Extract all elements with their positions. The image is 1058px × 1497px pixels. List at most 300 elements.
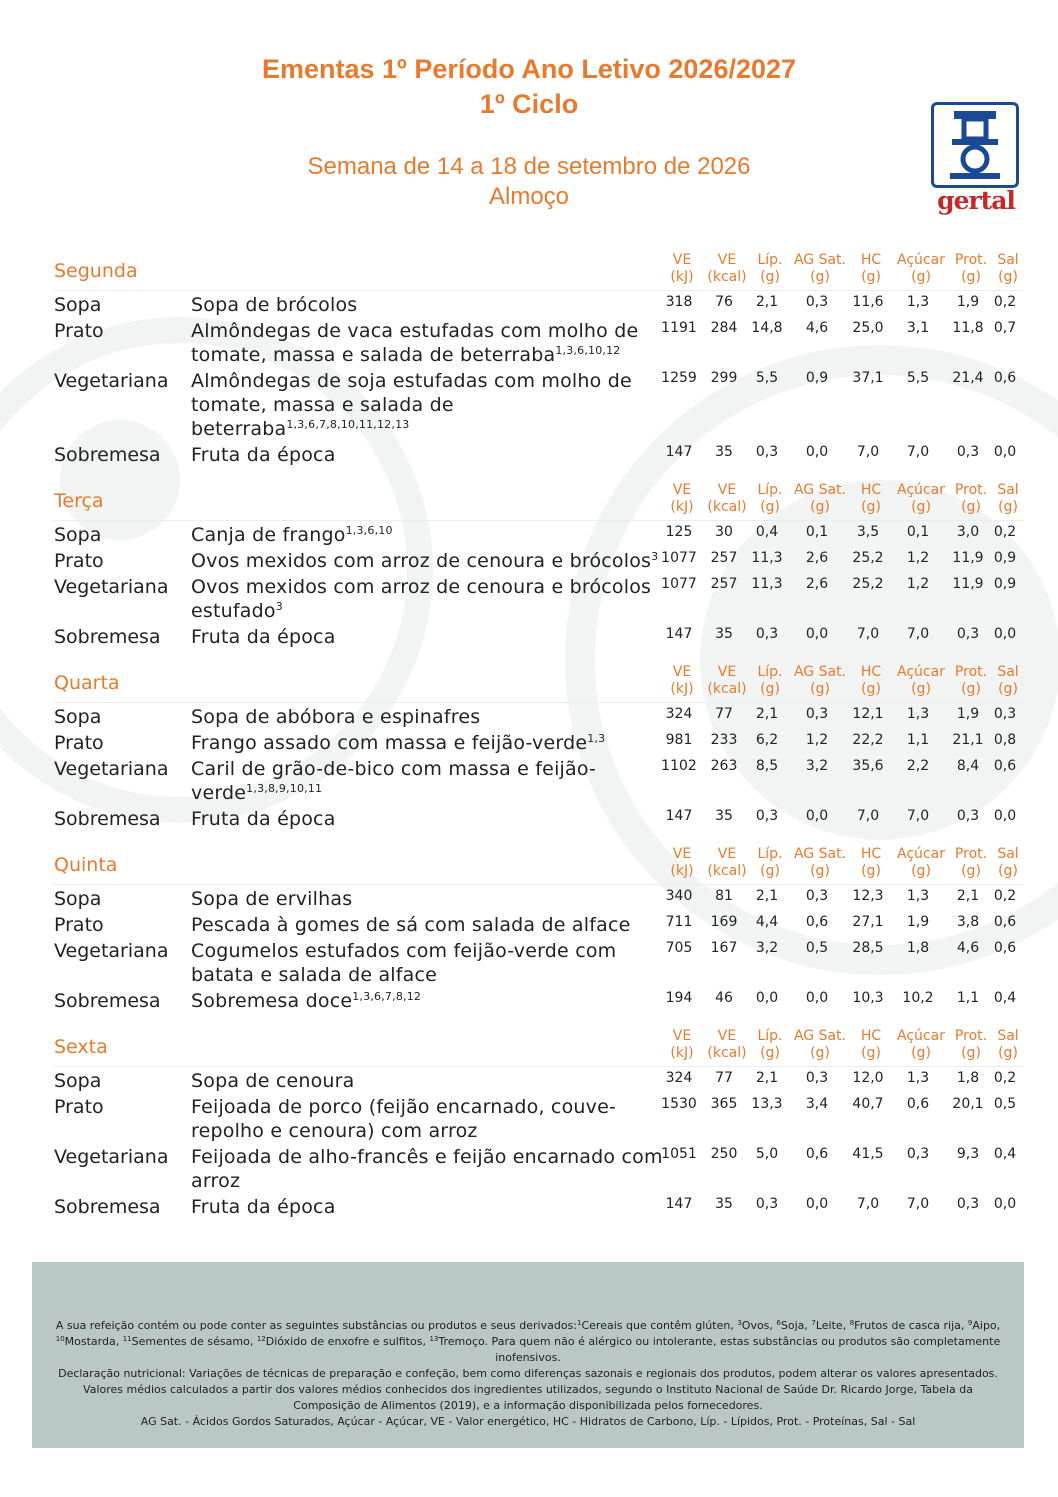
allergen-number: 11 [122,1335,132,1343]
nutrition-value: 22,2 [852,732,884,748]
column-header-unit: (g) [861,499,881,515]
nutrition-value: 263 [710,758,738,774]
nutrition-column-headers [666,846,1024,884]
column-header-unit: (g) [810,863,830,879]
column-header-unit: (g) [861,681,881,697]
nutrition-values [663,755,1021,805]
column-header-name: Líp. [757,252,783,268]
column-header-name: VE [717,482,737,498]
dish-name: Canja de frango [191,524,346,546]
dish-name: Sopa de ervilhas [191,888,353,910]
nutrition-value: 1,8 [956,1070,980,1086]
column-header-unit: (g) [961,269,981,285]
nutrition-value: 40,7 [852,1096,884,1112]
column-header [750,252,790,286]
column-header [750,482,790,516]
column-header [851,664,891,698]
dish-name: Sobremesa doce [191,990,353,1012]
column-header [790,846,850,880]
column-header-unit: (g) [961,863,981,879]
nutrition-note: Declaração nutricional: Variações de técnicas de preparação e confeção, bem como diferenças sazonais e regionais dos produtos, podem alterar os valores apresentados. Valores médios calculados a partir dos valores médios conhecidos dos ingredientes utilizados, segundo o Instituto Nacional de Saúde Dr. Ricardo Jorge, Tabela da Composição de Alimentos (2019), e a informação disponibilizada pelos fornecedores. [58,1367,998,1412]
column-header [891,846,951,880]
day-header [54,662,1024,703]
nutrition-value: 76 [715,294,733,310]
allergen-name: Mostarda, [64,1335,123,1348]
nutrition-value: 3,0 [956,524,980,540]
dish-description [191,1143,663,1193]
column-header [851,482,891,516]
nutrition-value: 1,9 [956,294,980,310]
nutrition-value: 299 [710,370,738,386]
nutrition-value: 27,1 [852,914,884,930]
nutrition-value: 1077 [661,576,697,592]
nutrition-value: 12,3 [852,888,884,904]
dish-name: Sopa de abóbora e espinafres [191,706,481,728]
dish-description [191,521,663,547]
day-header [54,480,1024,521]
nutrition-value: 2,6 [805,576,829,592]
day-section [54,250,1024,467]
nutrition-value: 0,0 [805,808,829,824]
nutrition-values [663,987,1021,1013]
day-header [54,1026,1024,1067]
dish-name: Ovos mexidos com arroz de cenoura e brócolos [191,550,652,572]
column-header-name: VE [672,846,692,862]
nutrition-value: 147 [665,1196,693,1212]
column-header [949,846,993,880]
allergen-codes: 1,3,6,10 [345,524,393,537]
dish-description [191,1093,663,1143]
nutrition-value: 11,3 [751,576,783,592]
nutrition-value: 147 [665,444,693,460]
nutrition-value: 0,6 [805,914,829,930]
nutrition-value: 11,6 [852,294,884,310]
nutrition-value: 81 [715,888,733,904]
nutrition-value: 0,2 [993,1070,1017,1086]
nutrition-values [663,521,1021,547]
dish-name: Sopa de cenoura [191,1070,355,1092]
allergen-codes: 1,3,8,9,10,11 [246,782,323,795]
column-header-unit: (g) [911,863,931,879]
nutrition-values [663,367,1021,441]
column-header-unit: (g) [911,499,931,515]
nutrition-value: 5,5 [906,370,930,386]
nutrition-value: 1102 [661,758,697,774]
column-header-name: Sal [997,664,1019,680]
nutrition-value: 11,9 [952,550,984,566]
nutrition-value: 11,9 [952,576,984,592]
nutrition-value: 35,6 [852,758,884,774]
column-header-name: VE [717,1028,737,1044]
column-header-unit: (g) [810,269,830,285]
nutrition-value: 10,3 [852,990,884,1006]
allergen-name: Aipo, [972,1319,1001,1332]
column-header-name: Líp. [757,482,783,498]
nutrition-value: 0,3 [956,1196,980,1212]
column-header [949,252,993,286]
nutrition-value: 7,0 [856,1196,880,1212]
dish-description [191,573,663,623]
dish-name: Fruta da época [191,444,336,466]
course-category: Sobremesa [54,1196,161,1218]
nutrition-value: 1259 [661,370,697,386]
menu-row [54,317,1024,367]
nutrition-values [663,729,1021,755]
column-header-unit: (g) [861,863,881,879]
column-header-name: AG Sat. [793,664,847,680]
nutrition-value: 4,4 [755,914,779,930]
week-label: Semana de 14 a 18 de setembro de 2026 [307,153,751,180]
footer-notes [32,1262,1024,1448]
column-header [702,664,752,698]
nutrition-value: 0,2 [993,294,1017,310]
nutrition-value: 4,6 [956,940,980,956]
menu-row [54,885,1024,911]
day-section [54,662,1024,831]
column-header [949,1028,993,1062]
dish-name: Cogumelos estufados com feijão-verde com batata e salada de alface [191,940,617,986]
course-category: Vegetariana [54,1146,169,1168]
nutrition-value: 1,3 [906,888,930,904]
dish-description [191,1067,663,1093]
column-header-unit: (g) [998,269,1018,285]
column-header-unit: (g) [760,1045,780,1061]
menu-row [54,1193,1024,1219]
nutrition-value: 2,1 [956,888,980,904]
course-category: Sobremesa [54,990,161,1012]
nutrition-value: 0,0 [805,990,829,1006]
nutrition-value: 0,3 [993,706,1017,722]
nutrition-value: 1,2 [805,732,829,748]
nutrition-value: 1,3 [906,706,930,722]
nutrition-value: 7,0 [906,808,930,824]
allergen-name: Leite, [815,1319,850,1332]
nutrition-value: 1530 [661,1096,697,1112]
nutrition-value: 35 [715,808,733,824]
day-header [54,844,1024,885]
gertal-logo [928,100,1024,220]
nutrition-value: 711 [665,914,693,930]
allergen-name: Ovos, [741,1319,777,1332]
nutrition-value: 318 [665,294,693,310]
column-header-name: Líp. [757,664,783,680]
nutrition-value: 7,0 [906,1196,930,1212]
column-header-unit: (kJ) [670,863,694,879]
nutrition-value: 0,3 [805,1070,829,1086]
allergen-name: Tremoço. [438,1335,489,1348]
nutrition-value: 125 [665,524,693,540]
nutrition-values [663,805,1021,831]
nutrition-column-headers [666,482,1024,520]
column-header-unit: (kcal) [707,499,747,515]
column-header-unit: (g) [961,1045,981,1061]
column-header-unit: (g) [998,1045,1018,1061]
column-header-unit: (g) [760,499,780,515]
dish-description [191,367,663,441]
allergen-name: Dióxido de enxofre e sulfitos, [265,1335,430,1348]
nutrition-value: 1077 [661,550,697,566]
allergen-number: 8 [849,1319,855,1327]
nutrition-values [663,573,1021,623]
nutrition-value: 705 [665,940,693,956]
nutrition-values [663,291,1021,317]
column-header [750,1028,790,1062]
logo-wordmark: gertal [937,186,1015,215]
column-header-name: Sal [997,1028,1019,1044]
nutrition-value: 11,8 [952,320,984,336]
nutrition-value: 1,9 [906,914,930,930]
day-section [54,844,1024,1013]
dish-name: Fruta da época [191,1196,336,1218]
column-header [659,482,705,516]
allergen-number: 9 [967,1319,973,1327]
nutrition-value: 0,4 [993,1146,1017,1162]
nutrition-value: 0,9 [993,550,1017,566]
allergens-intro: A sua refeição contém ou pode conter as seguintes substâncias ou produtos e seus derivados: [55,1319,577,1332]
menu-row [54,521,1024,547]
allergen-name: Sementes de sésamo, [131,1335,257,1348]
nutrition-values [663,317,1021,367]
column-header-name: AG Sat. [793,846,847,862]
nutrition-values [663,937,1021,987]
course-category: Prato [54,914,104,936]
nutrition-value: 1051 [661,1146,697,1162]
menu-row [54,1093,1024,1143]
nutrition-value: 20,1 [952,1096,984,1112]
nutrition-value: 7,0 [856,808,880,824]
column-header-name: VE [672,1028,692,1044]
column-header [659,664,705,698]
column-header [949,482,993,516]
dish-name: Pescada à gomes de sá com salada de alface [191,914,631,936]
nutrition-value: 21,1 [952,732,984,748]
column-header-unit: (g) [961,681,981,697]
course-category: Sopa [54,294,102,316]
column-header [851,846,891,880]
menu-row [54,367,1024,441]
menu-row [54,547,1024,573]
day-name: Quarta [54,672,120,694]
nutrition-values [663,703,1021,729]
nutrition-value: 1,9 [956,706,980,722]
nutrition-value: 0,9 [993,576,1017,592]
column-header [790,252,850,286]
column-header-name: Líp. [757,846,783,862]
nutrition-value: 12,1 [852,706,884,722]
nutrition-value: 3,2 [805,758,829,774]
course-category: Prato [54,550,104,572]
column-header [702,846,752,880]
dish-name: Feijoada de porco (feijão encarnado, couve-repolho e cenoura) com arroz [191,1096,617,1142]
column-header-name: VE [717,252,737,268]
column-header-name: VE [672,482,692,498]
nutrition-value: 0,6 [993,914,1017,930]
column-header-unit: (g) [998,863,1018,879]
column-header-name: Prot. [954,1028,988,1044]
column-header-name: Sal [997,252,1019,268]
menu-row [54,441,1024,467]
dish-description [191,703,663,729]
course-category: Vegetariana [54,940,169,962]
nutrition-value: 4,6 [805,320,829,336]
column-header-name: HC [860,664,882,680]
course-category: Vegetariana [54,758,169,780]
nutrition-values [663,1093,1021,1143]
abbreviation-legend: AG Sat. - Ácidos Gordos Saturados, Açúcar - Açúcar, VE - Valor energético, HC - Hidratos de Carbono, Líp. - Lípidos, Prot. - Proteínas, Sal - Sal [140,1415,916,1428]
nutrition-value: 1,1 [956,990,980,1006]
nutrition-value: 257 [710,576,738,592]
allergen-number: 6 [776,1319,781,1327]
column-header-name: Sal [997,482,1019,498]
nutrition-value: 0,1 [906,524,930,540]
column-header-name: HC [860,252,882,268]
column-header [750,664,790,698]
nutrition-values [663,885,1021,911]
dish-description [191,317,663,367]
nutrition-value: 0,2 [993,524,1017,540]
title-line-2: 1º Ciclo [479,89,579,119]
nutrition-value: 0,2 [993,888,1017,904]
title-line-1: Ementas 1º Período Ano Letivo 2026/2027 [261,54,797,84]
nutrition-value: 2,6 [805,550,829,566]
day-name: Quinta [54,854,118,876]
column-header [659,1028,705,1062]
column-header-unit: (g) [911,1045,931,1061]
dish-description [191,987,663,1013]
column-header [851,1028,891,1062]
column-header-unit: (g) [810,1045,830,1061]
menu-row [54,1067,1024,1093]
day-name: Sexta [54,1036,108,1058]
dish-description [191,885,663,911]
column-header-name: Açúcar [897,664,945,680]
nutrition-value: 257 [710,550,738,566]
column-header-name: Prot. [954,252,988,268]
column-header-name: AG Sat. [793,252,847,268]
nutrition-value: 169 [710,914,738,930]
dish-description [191,911,663,937]
nutrition-column-headers [666,252,1024,290]
column-header-unit: (kcal) [707,863,747,879]
nutrition-column-headers [666,1028,1024,1066]
column-header [702,482,752,516]
column-header-name: HC [860,1028,882,1044]
course-category: Sopa [54,1070,102,1092]
nutrition-value: 0,0 [993,1196,1017,1212]
course-category: Sobremesa [54,444,161,466]
column-header-unit: (kcal) [707,681,747,697]
allergen-name: Soja, [780,1319,812,1332]
page-title [0,52,1058,122]
nutrition-value: 1,3 [906,1070,930,1086]
nutrition-value: 77 [715,706,733,722]
column-header-name: Açúcar [897,1028,945,1044]
nutrition-value: 0,3 [755,444,779,460]
dish-description [191,623,663,649]
nutrition-value: 0,3 [956,626,980,642]
column-header-name: AG Sat. [793,482,847,498]
menu-row [54,703,1024,729]
allergen-codes: 3 [275,600,283,613]
allergen-codes: 1,3,6,7,8,10,11,12,13 [286,418,410,431]
menu-row [54,729,1024,755]
nutrition-value: 0,0 [805,626,829,642]
footer-text [50,1318,1006,1430]
dish-name: Ovos mexidos com arroz de cenoura e brócolos estufado [191,576,652,622]
nutrition-value: 25,2 [852,550,884,566]
nutrition-value: 7,0 [906,444,930,460]
nutrition-value: 167 [710,940,738,956]
course-category: Vegetariana [54,370,169,392]
allergen-codes: 1,3,6,7,8,12 [352,990,422,1003]
nutrition-values [663,623,1021,649]
menu-row [54,987,1024,1013]
nutrition-value: 0,3 [956,808,980,824]
column-header-unit: (kcal) [707,1045,747,1061]
allergen-number: 1 [577,1319,582,1327]
column-header-unit: (kJ) [670,269,694,285]
nutrition-value: 981 [665,732,693,748]
nutrition-value: 0,6 [993,370,1017,386]
day-name: Terça [54,490,104,512]
column-header-unit: (kJ) [670,499,694,515]
nutrition-value: 0,6 [906,1096,930,1112]
allergen-number: 10 [55,1335,65,1343]
dish-name: Feijoada de alho-francês e feijão encarnado com arroz [191,1146,663,1192]
course-category: Sobremesa [54,808,161,830]
nutrition-value: 7,0 [856,626,880,642]
nutrition-value: 3,4 [805,1096,829,1112]
nutrition-value: 0,3 [755,626,779,642]
dish-name: Frango assado com massa e feijão-verde [191,732,588,754]
nutrition-value: 0,3 [956,444,980,460]
nutrition-value: 2,1 [755,294,779,310]
nutrition-value: 3,1 [906,320,930,336]
column-header-name: HC [860,846,882,862]
column-header [891,482,951,516]
dish-description [191,441,663,467]
nutrition-value: 0,9 [805,370,829,386]
column-header [702,1028,752,1062]
course-category: Sopa [54,706,102,728]
dish-description [191,547,663,573]
nutrition-value: 0,5 [805,940,829,956]
column-header [891,664,951,698]
dish-description [191,755,663,805]
nutrition-value: 35 [715,626,733,642]
nutrition-values [663,441,1021,467]
menu-row [54,291,1024,317]
nutrition-value: 0,3 [805,706,829,722]
nutrition-value: 147 [665,808,693,824]
nutrition-value: 233 [710,732,738,748]
nutrition-value: 0,0 [993,626,1017,642]
nutrition-value: 13,3 [751,1096,783,1112]
nutrition-value: 2,1 [755,706,779,722]
column-header-unit: (g) [961,499,981,515]
column-header [750,846,790,880]
dish-name: Sopa de brócolos [191,294,358,316]
nutrition-value: 35 [715,1196,733,1212]
column-header-unit: (g) [998,499,1018,515]
dish-name: Fruta da época [191,626,336,648]
column-header [949,664,993,698]
dish-description [191,1193,663,1219]
day-name: Segunda [54,260,138,282]
nutrition-value: 0,5 [993,1096,1017,1112]
menu-row [54,805,1024,831]
nutrition-value: 30 [715,524,733,540]
